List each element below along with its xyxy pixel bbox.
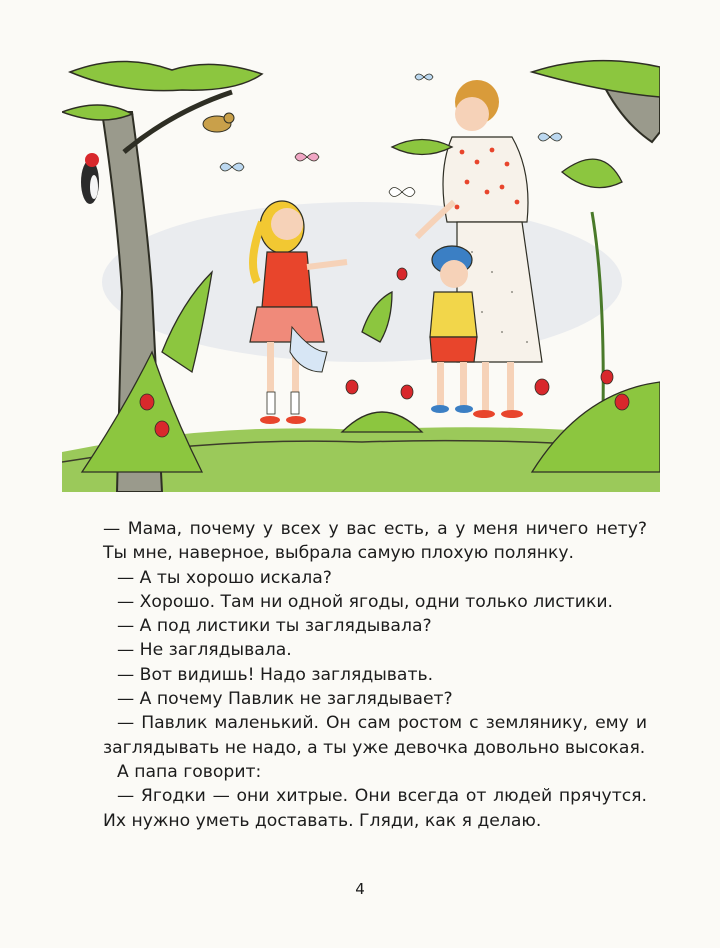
paragraph: — Вот видишь! Надо заглядывать. — [117, 664, 434, 685]
story-illustration — [62, 52, 660, 492]
paragraph: — А почему Павлик не заглядывает? — [117, 689, 453, 710]
paragraph: — Хорошо. Там ни одной ягоды, одни только листики. — [117, 591, 613, 612]
paragraph: — А под листики ты заглядывала? — [117, 616, 432, 637]
paragraph: — Ягодки — они хитрые. Они всегда от людей прячутся. Их нужно уметь доставать. Гляди, как я делаю. — [103, 786, 647, 831]
paragraph: — Не заглядывала. — [117, 640, 292, 661]
paragraph: — А ты хорошо искала? — [117, 567, 332, 588]
page-number: 4 — [355, 880, 365, 898]
story-text — [103, 517, 647, 833]
illustration-svg — [62, 52, 660, 492]
paragraph: — Мама, почему у всех у вас есть, а у меня ничего нету? Ты мне, наверное, выбрала самую плохую полянку. — [103, 519, 647, 564]
paragraph: — Павлик маленький. Он сам ростом с землянику, ему и заглядывать не надо, а ты уже девочка довольно высокая. — [103, 713, 647, 758]
paragraph: А папа говорит: — [117, 761, 262, 782]
